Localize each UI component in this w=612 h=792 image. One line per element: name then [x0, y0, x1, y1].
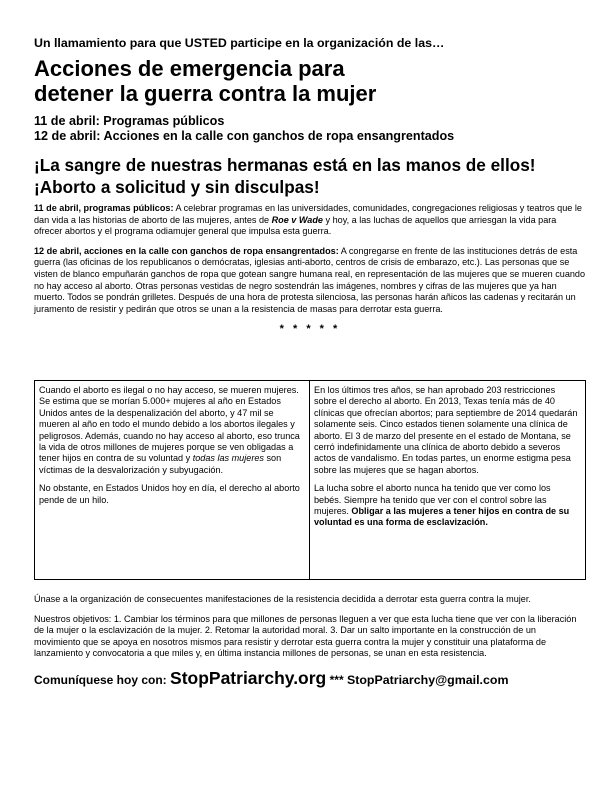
intro-line: Un llamamiento para que USTED participe en la organización de las… — [34, 36, 445, 50]
paragraph-text: A celebrar programas en las universidades, comunidades, congregaciones religiosas y teatros que le dan vida a las historias de aborto de las mujeres, antes de — [34, 203, 582, 225]
title-line-2: detener la guerra contra la mujer — [34, 81, 377, 106]
facts-paragraph: No obstante, en Estados Unidos hoy en día, el derecho al aborto pende de un hilo. — [39, 483, 300, 505]
slogan-1: ¡La sangre de nuestras hermanas está en las manos de ellos! — [34, 155, 536, 175]
emphasis-text: todas las mujeres — [192, 453, 264, 464]
join-paragraph: Únase a la organización de consecuentes manifestaciones de la resistencia decidida a derrotar esta guerra contra la mujer. — [34, 594, 531, 604]
paragraph-street-actions — [34, 246, 586, 316]
facts-text: Cuando el aborto es ilegal o no hay acceso, se mueren mujeres. Se estima que se morían 5.000+ mujeres al año en Estados Unidos antes de la despenalización del aborto, y 47 mil se mueren al año en todo el mundo debido a los abortos ilegales y peligrosos. Además, cuando no hay acceso al aborto, eso trunca la vida de otros millones de mujeres porque se ven obligadas a tener hijos en contra de su voluntad y — [39, 385, 300, 464]
facts-text: La lucha sobre el aborto nunca ha tenido que ver como los bebés. Siempre ha tenido que ver con el control sobre las mujeres. — [314, 483, 551, 517]
paragraph-text: A congregarse en frente de las instituciones detrás de esta guerra (las oficinas de los republicanos o demócratas, iglesias anti-aborto, centros de crisis de embarazo, etc.). Las personas que se visten de blanco empuñarán ganchos de ropa que gotean sangre humana real, en representación de las mujeres que se mueren cuando no hay acceso al aborto. Otras personas vestidas de negro sostendrán las imágenes, nombres y cifras de las mujeres que ya han muerto. Todos se pondrán grilletes. Después de una hora de protesta silenciosa, las personas harán añicos las cadenas y recitarán un juramento de resistir y pedirán que otros se unan a la resistencia de masas para derrotar esta guerra. — [34, 245, 586, 314]
website-link[interactable]: StopPatriarchy.org — [170, 667, 327, 688]
paragraph-text: y hoy, a las luchas de aquellos que arriesgan la vida para ofrecer abortos y el programa odiamujer general que impulsa esta guerra. — [34, 214, 557, 237]
facts-text: son víctimas de la desvalorización y subyugación. — [39, 453, 282, 475]
facts-paragraph — [39, 385, 304, 476]
facts-box — [34, 380, 586, 580]
date-april-11: 11 de abril: Programas públicos — [34, 114, 225, 128]
paragraph-public-programs — [34, 203, 586, 238]
contact-label: Comuníquese hoy con: — [34, 672, 171, 687]
flyer-header — [34, 36, 586, 338]
bold-statement: Obligar a las mujeres a tener hijos en contra de su voluntad es una forma de esclavización. — [314, 506, 570, 528]
date-april-12: 12 de abril: Acciones en la calle con ganchos de ropa ensangrentados — [34, 129, 455, 143]
facts-paragraph — [314, 483, 580, 529]
case-name: Roe v Wade — [271, 214, 323, 225]
slogan-2: ¡Aborto a solicitud y sin disculpas! — [34, 177, 320, 197]
facts-column-right — [310, 381, 585, 579]
facts-paragraph: En los últimos tres años, se han aprobado 203 restricciones sobre el derecho al aborto. En 2013, Texas tenía más de 40 clínicas que ofrecían abortos; para septiembre de 2014 quedarán solamente seis. Cinco estados tienen solamente una clínica de aborto. El 3 de marzo del presente en el estado de Montana, se cerró indefinidamente una clínica de aborto debido a severos actos de vandalismo. En todas partes, un enorme estigma pesa sobre las mujeres que se hagan abortos. — [314, 385, 578, 475]
facts-column-left — [35, 381, 310, 579]
contact-separator: *** — [326, 672, 347, 687]
call-to-action — [34, 594, 584, 689]
event-dates — [34, 114, 586, 144]
objectives-paragraph: Nuestros objetivos: 1. Cambiar los términos para que millones de personas lleguen a ver que esta lucha tiene que ver con la liberación de la mujer o la esclavización de la mujer. 2. Retomar la autoridad moral. 3. Dar un salto importante en la construcción de un movimiento que se apoya en nosotros mismos para resistir y derrotar esta guerra contra la mujer y constituir una plataforma de lanzamiento y convocatoria a que miles y, en última instancia millones de personas, se unan en esta resistencia. — [34, 613, 577, 659]
slogans — [34, 154, 586, 198]
paragraph-lead: 12 de abril, acciones en la calle con ganchos de ropa ensangrentados: — [34, 245, 339, 256]
paragraph-lead: 11 de abril, programas públicos: — [34, 203, 174, 213]
email-link[interactable]: StopPatriarchy@gmail.com — [346, 672, 509, 687]
title-line-1: Acciones de emergencia para — [34, 56, 345, 81]
page-title — [34, 56, 586, 106]
contact-line — [34, 668, 584, 689]
section-divider: * * * * * — [279, 323, 341, 336]
